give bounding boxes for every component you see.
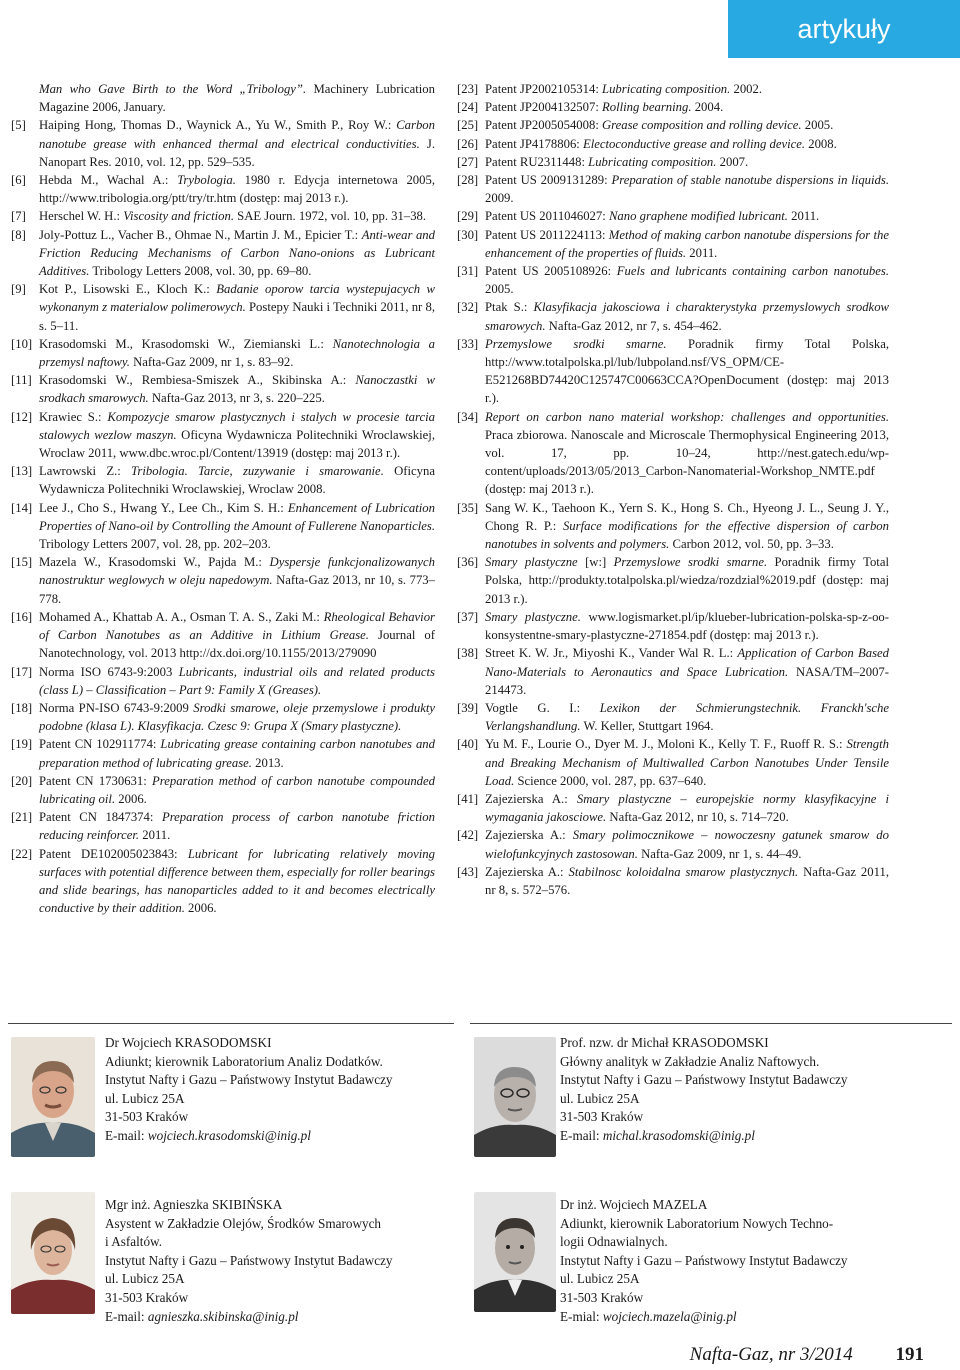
reference-item xyxy=(457,116,889,134)
reference-text: Patent JP2005054008: xyxy=(485,118,603,133)
reference-number: [36] xyxy=(457,555,479,570)
reference-title-text: Method of making carbon nanotube dispersions for the enhancement of the properties of fluids. xyxy=(485,227,889,260)
reference-text: Patent CN 1730631: xyxy=(39,773,152,788)
reference-text: Mazela W., Krasodomski W., Pajda M.: xyxy=(39,555,270,570)
reference-text: Nafta-Gaz 2012, nr 10, s. 714–720. xyxy=(606,810,789,825)
reference-text: Nafta-Gaz 2009, nr 1, s. 44–49. xyxy=(637,846,802,861)
reference-title-text: Man who Gave Birth to the Word „Tribology”. xyxy=(39,82,307,96)
author-name: Dr inż. Wojciech MAZELA xyxy=(560,1197,708,1212)
reference-text: www.logismarket.pl/ip/klueber-lubrication-polska-sp-z-oo-konsystentne-smary-plastyczne-271854.pdf (dostęp: maj 2013 r.). xyxy=(485,609,889,643)
reference-text: Joly-Pottuz L., Vacher B., Ohmae N., Martin J. M., Epicier T.: xyxy=(39,227,362,242)
reference-title-text: Rolling bearning. xyxy=(602,100,692,115)
reference-number: [29] xyxy=(457,209,479,224)
reference-text: Poradnik firmy Total Polska, http://produkty.totalpolska.pl/wiedza/rozdzial%2019.pdf (dostęp: maj 2013 r.). xyxy=(485,555,889,606)
reference-text: Krasodomski M., Krasodomski W., Ziemianski L.: xyxy=(39,336,333,351)
author-street: ul. Lubicz 25A xyxy=(105,1090,185,1106)
reference-title-text: Application of Carbon Based Nano-Materials to Aeronautics and Space Lubrication. xyxy=(485,646,889,679)
reference-number: [22] xyxy=(11,846,33,861)
reference-item xyxy=(11,171,435,207)
author-position: Główny analityk w Zakładzie Analiz Naftowych. xyxy=(560,1053,820,1069)
reference-title-text: Przemyslowe srodki smarne. xyxy=(485,336,667,351)
reference-text: Patent CN 1847374: xyxy=(39,810,162,825)
reference-item xyxy=(457,98,889,116)
reference-body xyxy=(485,699,889,735)
reference-text: 2013. xyxy=(251,755,284,770)
reference-text: Patent RU2311448: xyxy=(485,154,589,169)
reference-title-text: Enhancement of Lubrication Properties of Nano-oil by Controlling the Amount of Fullerene Nanoparticles. xyxy=(39,500,435,533)
reference-item xyxy=(457,153,889,171)
reference-title-text: Preparation process of carbon nanotube friction reducing reinforcer. xyxy=(39,810,435,843)
reference-item xyxy=(457,335,889,408)
reference-number: [16] xyxy=(11,609,33,624)
author-photo-krasodomski-w xyxy=(11,1037,95,1157)
reference-title-text: Electoconductive grease and rolling device. xyxy=(582,136,806,151)
reference-text: Sang W. K., Taehoon K., Yern S. K., Hong S. Ch., Hyeong J. L., Seung J. Y., Chong R. P.: xyxy=(485,500,889,533)
reference-text: Patent JP2004132507: xyxy=(485,100,603,115)
reference-item xyxy=(11,663,435,699)
reference-text: Nafta-Gaz 2012, nr 7, s. 454–462. xyxy=(545,318,722,333)
reference-number: [19] xyxy=(11,737,33,752)
reference-title-text: Viscosity and friction. xyxy=(123,209,234,224)
reference-number: [25] xyxy=(457,118,479,133)
reference-number: [9] xyxy=(11,282,26,297)
reference-text: Science 2000, vol. 287, pp. 637–640. xyxy=(514,773,707,788)
author-email: E-mail: wojciech.krasodomski@inig.pl xyxy=(105,1127,311,1143)
reference-text: Tribology Letters 2007, vol. 28, pp. 202–203. xyxy=(39,537,271,552)
reference-body xyxy=(485,153,889,171)
reference-item xyxy=(457,135,889,153)
reference-text: Norma ISO 6743-9:2003 xyxy=(39,664,179,679)
author-name: Dr Wojciech KRASODOMSKI xyxy=(105,1035,272,1050)
author-position: Asystent w Zakładzie Olejów, Środków Smarowych xyxy=(105,1215,382,1231)
reference-body xyxy=(485,98,889,116)
reference-item xyxy=(11,280,435,335)
reference-body xyxy=(39,280,435,335)
reference-text: Nafta-Gaz 2011, nr 8, s. 572–576. xyxy=(485,864,889,897)
reference-title-text: Srodki smarowe, oleje przemyslowe i produkty podobne (klasa L). Klasyfikacja. Czesc 9: Grupa X (Smary plastyczne). xyxy=(39,700,435,734)
reference-text: J. Nanopart Res. 2010, vol. 12, pp. 529–535. xyxy=(39,136,435,169)
reference-item xyxy=(457,408,889,499)
reference-body xyxy=(39,735,435,771)
author-card-mazela xyxy=(560,1196,952,1326)
reference-text: Kot P., Lisowski E., Kloch K.: xyxy=(39,282,217,297)
reference-number: [37] xyxy=(457,609,479,624)
reference-text: Haiping Hong, Thomas D., Waynick A., Yu W., Smith P., Roy W.: xyxy=(39,118,397,133)
reference-body xyxy=(485,207,889,225)
author-email-link[interactable]: michal.krasodomski@inig.pl xyxy=(602,1127,755,1143)
author-city: 31-503 Kraków xyxy=(560,1109,644,1125)
author-card-krasodomski-w xyxy=(105,1034,445,1146)
reference-number: [27] xyxy=(457,154,479,169)
references-left-column xyxy=(11,80,435,917)
reference-body xyxy=(39,226,435,281)
reference-text: [w:] xyxy=(577,555,614,570)
author-position-cont: i Asfaltów. xyxy=(105,1234,163,1250)
reference-number: [38] xyxy=(457,646,479,661)
reference-title-text: Nanotechnologia a przemysl naftowy. xyxy=(39,336,435,370)
reference-title-text: Trybologia. xyxy=(177,173,236,188)
reference-text: Zajezierska A.: xyxy=(485,864,569,879)
reference-title-text: Nanoczastki w srodkach smarowych. xyxy=(39,373,435,406)
reference-title-text: Lubricants, industrial oils and related products (class L) – Classification – Part 9: Family X (Greases). xyxy=(39,664,435,697)
reference-body xyxy=(39,553,435,608)
reference-item xyxy=(11,772,435,808)
reference-text: Journal of Nanotechnology, vol. 2013 http://dx.doi.org/10.1155/2013/279090 xyxy=(39,628,435,661)
reference-text: 2004. xyxy=(691,100,724,115)
reference-number: [33] xyxy=(457,336,479,351)
reference-text: Machinery Lubrication Magazine 2006, January. xyxy=(39,82,435,115)
reference-title-text: Rheological Behavior of Carbon Nanotubes as an Additive in Lithium Grease. xyxy=(39,609,435,643)
reference-number: [31] xyxy=(457,264,479,279)
reference-title-text: Preparation method of carbon nanotube compounded lubricating oil. xyxy=(39,773,435,806)
reference-item xyxy=(11,699,435,735)
reference-body xyxy=(39,663,435,699)
reference-text: 2005. xyxy=(485,282,514,297)
reference-number: [40] xyxy=(457,737,479,752)
journal-issue: Nafta-Gaz, nr 3/2014 xyxy=(689,1344,853,1365)
page-footer xyxy=(690,1344,924,1366)
reference-title-text: Lubricant for lubricating relatively moving surfaces with potential difference between them, especially for roller bearings and slide bearings, has nanoparticles added to it and becomes electrically conductive by their addition. xyxy=(39,846,435,916)
author-email-link[interactable]: wojciech.mazela@inig.pl xyxy=(602,1308,737,1324)
reference-text: Patent US 2005108926: xyxy=(485,264,617,279)
reference-item xyxy=(457,226,889,262)
author-divider-right xyxy=(470,1023,952,1024)
reference-title-text: Stabilnosc koloidalna smarow plastycznych. xyxy=(568,864,799,879)
reference-text: W. Keller, Stuttgart 1964. xyxy=(580,719,714,734)
reference-text: Oficyna Wydawnicza Politechniki Wroclawskiej, Wroclaw 2011, www.dbc.wroc.pl/Content/13919 (dostęp: maj 2013 r.). xyxy=(39,427,435,461)
reference-text: Street K. W. Jr., Miyoshi K., Vander Wal R. L.: xyxy=(485,646,738,661)
reference-number: [12] xyxy=(11,409,33,424)
reference-body xyxy=(485,116,889,134)
reference-title-text: Lubricating composition. xyxy=(588,154,717,169)
reference-body xyxy=(39,335,435,371)
author-card-skibinska xyxy=(105,1196,445,1326)
reference-item xyxy=(11,335,435,371)
reference-text: Krasodomski W., Rembiesa-Smiszek A., Skibinska A.: xyxy=(39,373,356,388)
reference-title-text: Lubricating composition. xyxy=(602,82,731,96)
reference-number: [7] xyxy=(11,209,26,224)
reference-text: Patent US 2009131289: xyxy=(485,173,612,188)
reference-text: Yu M. F., Lourie O., Dyer M. J., Moloni K., Kelly T. F., Ruoff R. S.: xyxy=(485,737,847,752)
reference-body xyxy=(485,826,889,862)
author-email: E-mail: agnieszka.skibinska@inig.pl xyxy=(105,1308,299,1324)
reference-text: Postepy Nauki i Techniki 2011, nr 8, s. 5–11. xyxy=(39,300,435,333)
reference-number: [43] xyxy=(457,864,479,879)
reference-title-text: Badanie oporow tarcia wystepujacych w wykonanym z materialow polimerowych. xyxy=(39,282,435,315)
reference-item xyxy=(457,699,889,735)
reference-number: [42] xyxy=(457,828,479,843)
reference-body xyxy=(485,408,889,499)
reference-item xyxy=(11,735,435,771)
reference-number: [41] xyxy=(457,791,479,806)
reference-text: NASA/TM–2007-214473. xyxy=(485,664,890,697)
author-email-link[interactable]: agnieszka.skibinska@inig.pl xyxy=(147,1308,299,1324)
reference-title-text: Carbon nanotube grease with enhanced thermal and electrical conductivities. xyxy=(39,118,435,151)
reference-item xyxy=(457,80,889,98)
author-photo-krasodomski-m xyxy=(474,1037,556,1157)
reference-item xyxy=(11,608,435,663)
reference-item xyxy=(457,790,889,826)
reference-item xyxy=(457,863,889,899)
reference-number: [28] xyxy=(457,173,479,188)
reference-body xyxy=(39,171,435,207)
reference-title-text: Anti-wear and Friction Reducing Mechanisms of Carbon Nano-onions as Lubricant Additives. xyxy=(39,227,435,279)
author-institute: Instytut Nafty i Gazu – Państwowy Instytut Badawczy xyxy=(560,1252,848,1268)
reference-item xyxy=(457,207,889,225)
reference-text: 2007. xyxy=(716,154,749,169)
reference-number: [5] xyxy=(11,118,26,133)
reference-title-text: Smary polimocznikowe – nowoczesny gatunek smarow do wielofunkcyjnych zastosowan. xyxy=(485,828,889,861)
reference-body xyxy=(485,226,889,262)
reference-text: Ptak S.: xyxy=(485,300,534,315)
reference-text: 2011. xyxy=(787,209,820,224)
reference-item xyxy=(11,845,435,918)
reference-body xyxy=(485,298,889,334)
reference-body xyxy=(485,553,889,608)
reference-body xyxy=(39,808,435,844)
author-card-krasodomski-m xyxy=(560,1034,952,1146)
reference-number: [30] xyxy=(457,227,479,242)
author-email: E-mial: wojciech.mazela@inig.pl xyxy=(560,1308,737,1324)
reference-title-text: Tribologia. Tarcie, zuzywanie i smarowanie. xyxy=(131,464,384,479)
reference-title-text: Surface modifications for the effective dispersion of carbon nanotubes in solvents and polymers. xyxy=(485,518,889,552)
reference-text: 1980 r. Edycja internetowa 2005, http://www.tribologia.org/ptt/try/tr.htm (dostęp: maj 2013 r.). xyxy=(39,173,436,206)
author-city: 31-503 Kraków xyxy=(105,1109,189,1125)
reference-number: [32] xyxy=(457,300,479,315)
reference-text: 2009. xyxy=(485,191,514,206)
reference-item xyxy=(457,644,889,699)
author-divider-left xyxy=(8,1023,454,1024)
reference-text: Mohamed A., Khattab A. A., Osman T. A. S., Zaki M.: xyxy=(39,609,324,624)
reference-item xyxy=(457,735,889,790)
reference-title-text: Lubricating grease containing carbon nanotubes and preparation method of lubricating grease. xyxy=(39,737,435,770)
author-position: Adiunkt, kierownik Laboratorium Nowych Techno- xyxy=(560,1215,834,1231)
reference-body xyxy=(39,845,435,918)
reference-body xyxy=(39,499,435,554)
reference-text: Praca zbiorowa. Nanoscale and Microscale Thermophysical Engineering 2013, vol. 17, pp. 10–24, http://nest.gatech.edu/wp-content/uploads/2013/05/2013_Carbon-Nanomaterial-Workshop_NMTE.pdf (dostęp: maj 2013 r.). xyxy=(485,427,889,497)
reference-item xyxy=(11,371,435,407)
reference-number: [20] xyxy=(11,773,33,788)
reference-text: 2005. xyxy=(801,118,834,133)
reference-number: [35] xyxy=(457,500,479,515)
reference-item xyxy=(11,408,435,463)
reference-text: Lee J., Cho S., Hwang Y., Lee Ch., Kim S. H.: xyxy=(39,500,288,515)
reference-text: Patent US 2011224113: xyxy=(485,227,609,242)
reference-number: [26] xyxy=(457,136,479,151)
reference-list-right xyxy=(457,80,889,899)
reference-item xyxy=(457,608,889,644)
author-city: 31-503 Kraków xyxy=(560,1289,644,1305)
author-position-cont: logii Odnawialnych. xyxy=(560,1234,668,1250)
reference-text: Patent JP4178806: xyxy=(485,136,583,151)
reference-number: [23] xyxy=(457,82,479,96)
reference-text: Herschel W. H.: xyxy=(39,209,124,224)
reference-body xyxy=(485,262,889,298)
page-number: 191 xyxy=(895,1344,924,1365)
reference-text: Patent DE102005023843: xyxy=(39,846,188,861)
reference-text: Vogtle G. I.: xyxy=(485,700,600,715)
reference-body xyxy=(39,371,435,407)
reference-title-text: Dyspersje funkcjonalizowanych nanostruktur weglowych w oleju napedowym. xyxy=(39,555,435,588)
reference-title-text: Lexikon der Schmierungstechnik. Franckh'sche Verlangshandlung. xyxy=(485,700,889,734)
reference-text: Norma PN-ISO 6743-9:2009 xyxy=(39,700,194,715)
reference-number: [15] xyxy=(11,555,33,570)
author-photo-mazela xyxy=(474,1192,556,1312)
reference-body xyxy=(485,80,889,98)
reference-text: 2006. xyxy=(115,791,147,806)
reference-body xyxy=(39,207,435,225)
reference-item xyxy=(457,298,889,334)
reference-item xyxy=(11,499,435,554)
reference-text: Lawrowski Z.: xyxy=(39,464,132,479)
reference-number: [17] xyxy=(11,664,33,679)
reference-continuation xyxy=(11,80,435,116)
reference-item xyxy=(457,553,889,608)
reference-text: Patent JP2002105314: xyxy=(485,82,603,96)
reference-number: [6] xyxy=(11,173,26,188)
references-right-column xyxy=(457,80,889,899)
reference-number: [14] xyxy=(11,500,33,515)
reference-text: Oficyna Wydawnicza Politechniki Wroclawskiej, Wroclaw 2008. xyxy=(39,464,435,497)
reference-list-left xyxy=(11,116,435,917)
reference-body xyxy=(485,863,889,899)
reference-item xyxy=(457,171,889,207)
reference-text: Krawiec S.: xyxy=(39,409,108,424)
reference-body xyxy=(485,790,889,826)
reference-title-text: Przemyslowe srodki smarne. xyxy=(613,555,768,570)
reference-body xyxy=(39,462,435,498)
reference-text: 2008. xyxy=(805,136,837,151)
reference-title-text: Klasyfikacja jakosciowa i charakterystyka przemyslowych srodkow smarowych. xyxy=(485,300,889,333)
reference-body xyxy=(485,735,889,790)
reference-text: SAE Journ. 1972, vol. 10, pp. 31–38. xyxy=(234,209,427,224)
author-institute: Instytut Nafty i Gazu – Państwowy Instytut Badawczy xyxy=(105,1252,393,1268)
author-email: E-mail: michal.krasodomski@inig.pl xyxy=(560,1127,755,1143)
author-institute: Instytut Nafty i Gazu – Państwowy Instytut Badawczy xyxy=(560,1072,848,1088)
reference-body xyxy=(39,408,435,463)
reference-body xyxy=(39,772,435,808)
author-institute: Instytut Nafty i Gazu – Państwowy Instytut Badawczy xyxy=(105,1072,393,1088)
reference-text: Nafta-Gaz 2013, nr 3, s. 220–225. xyxy=(148,391,325,406)
author-street: ul. Lubicz 25A xyxy=(105,1271,185,1287)
reference-title-text: Fuels and lubricants containing carbon nanotubes. xyxy=(616,264,889,279)
reference-number: [13] xyxy=(11,464,33,479)
reference-number: [18] xyxy=(11,700,33,715)
reference-body xyxy=(39,699,435,735)
author-position: Adiunkt; kierownik Laboratorium Analiz Dodatków. xyxy=(105,1053,383,1069)
reference-number: [11] xyxy=(11,373,32,388)
reference-text: Patent CN 102911774: xyxy=(39,737,161,752)
reference-body xyxy=(485,171,889,207)
reference-body xyxy=(485,644,889,699)
reference-text: Zajezierska A.: xyxy=(485,828,573,843)
reference-title-text: Nano graphene modified lubricant. xyxy=(608,209,788,224)
author-street: ul. Lubicz 25A xyxy=(560,1090,640,1106)
reference-item xyxy=(11,207,435,225)
reference-text: Zajezierska A.: xyxy=(485,791,577,806)
reference-title-text: Smary plastyczne – europejskie normy klasyfikacyjne i wymagania jakosciowe. xyxy=(485,791,889,825)
reference-body xyxy=(39,116,435,171)
reference-title-text: Strength and Breaking Mechanism of Multiwalled Carbon Nanotubes Under Tensile Load. xyxy=(485,737,889,788)
reference-text: Nafta-Gaz 2013, nr 10, s. 773–778. xyxy=(39,573,435,606)
reference-title-text: Preparation of stable nanotube dispersions in liquids. xyxy=(611,173,889,188)
reference-body xyxy=(485,608,889,644)
reference-item xyxy=(11,462,435,498)
author-city: 31-503 Kraków xyxy=(105,1289,189,1305)
reference-text: 2011. xyxy=(139,828,171,843)
reference-item xyxy=(11,226,435,281)
reference-item xyxy=(457,826,889,862)
reference-body xyxy=(39,608,435,663)
reference-title-text: Smary plastyczne xyxy=(485,555,578,570)
reference-body xyxy=(485,335,889,408)
reference-item xyxy=(11,116,435,171)
section-badge: artykuły xyxy=(728,0,960,58)
reference-text: Patent US 2011046027: xyxy=(485,209,609,224)
reference-item xyxy=(11,808,435,844)
reference-title-text: Report on carbon nano material workshop: challenges and opportunities. xyxy=(485,409,889,424)
reference-number: [39] xyxy=(457,700,479,715)
author-photo-skibinska xyxy=(11,1192,95,1314)
reference-text: Poradnik firmy Total Polska, http://www.totalpolska.pl/lub/lubpoland.nsf/VS_OPM/CE-E521268BD74420C125747C00663CCA?OpenDocument (dostęp: maj 2013 r.). xyxy=(485,336,889,406)
reference-text: Tribology Letters 2008, vol. 30, pp. 69–80. xyxy=(89,264,312,279)
reference-title-text: Grease composition and rolling device. xyxy=(602,118,802,133)
reference-title-text: Smary plastyczne. xyxy=(485,609,581,624)
reference-body xyxy=(485,135,889,153)
author-street: ul. Lubicz 25A xyxy=(560,1271,640,1287)
reference-number: [21] xyxy=(11,810,33,825)
author-email-link[interactable]: wojciech.krasodomski@inig.pl xyxy=(147,1127,311,1143)
reference-item xyxy=(457,499,889,554)
reference-text: 2006. xyxy=(184,901,217,916)
reference-item xyxy=(11,553,435,608)
author-name: Prof. nzw. dr Michał KRASODOMSKI xyxy=(560,1035,769,1050)
reference-title-text: Kompozycje smarow plastycznych i stalych w procesie tarcia stalowych wezlow maszyn. xyxy=(39,409,435,442)
reference-number: [8] xyxy=(11,227,26,242)
reference-number: [34] xyxy=(457,409,479,424)
reference-number: [10] xyxy=(11,336,33,351)
reference-body xyxy=(485,499,889,554)
reference-text: Carbon 2012, vol. 50, pp. 3–33. xyxy=(669,537,834,552)
reference-text: Nafta-Gaz 2009, nr 1, s. 83–92. xyxy=(129,355,294,370)
reference-text: 2002. xyxy=(730,82,763,96)
reference-text: Hebda M., Wachal A.: xyxy=(39,173,178,188)
author-name: Mgr inż. Agnieszka SKIBIŃSKA xyxy=(105,1197,283,1212)
reference-item xyxy=(457,262,889,298)
reference-number: [24] xyxy=(457,100,479,115)
reference-text: 2011. xyxy=(686,245,718,260)
